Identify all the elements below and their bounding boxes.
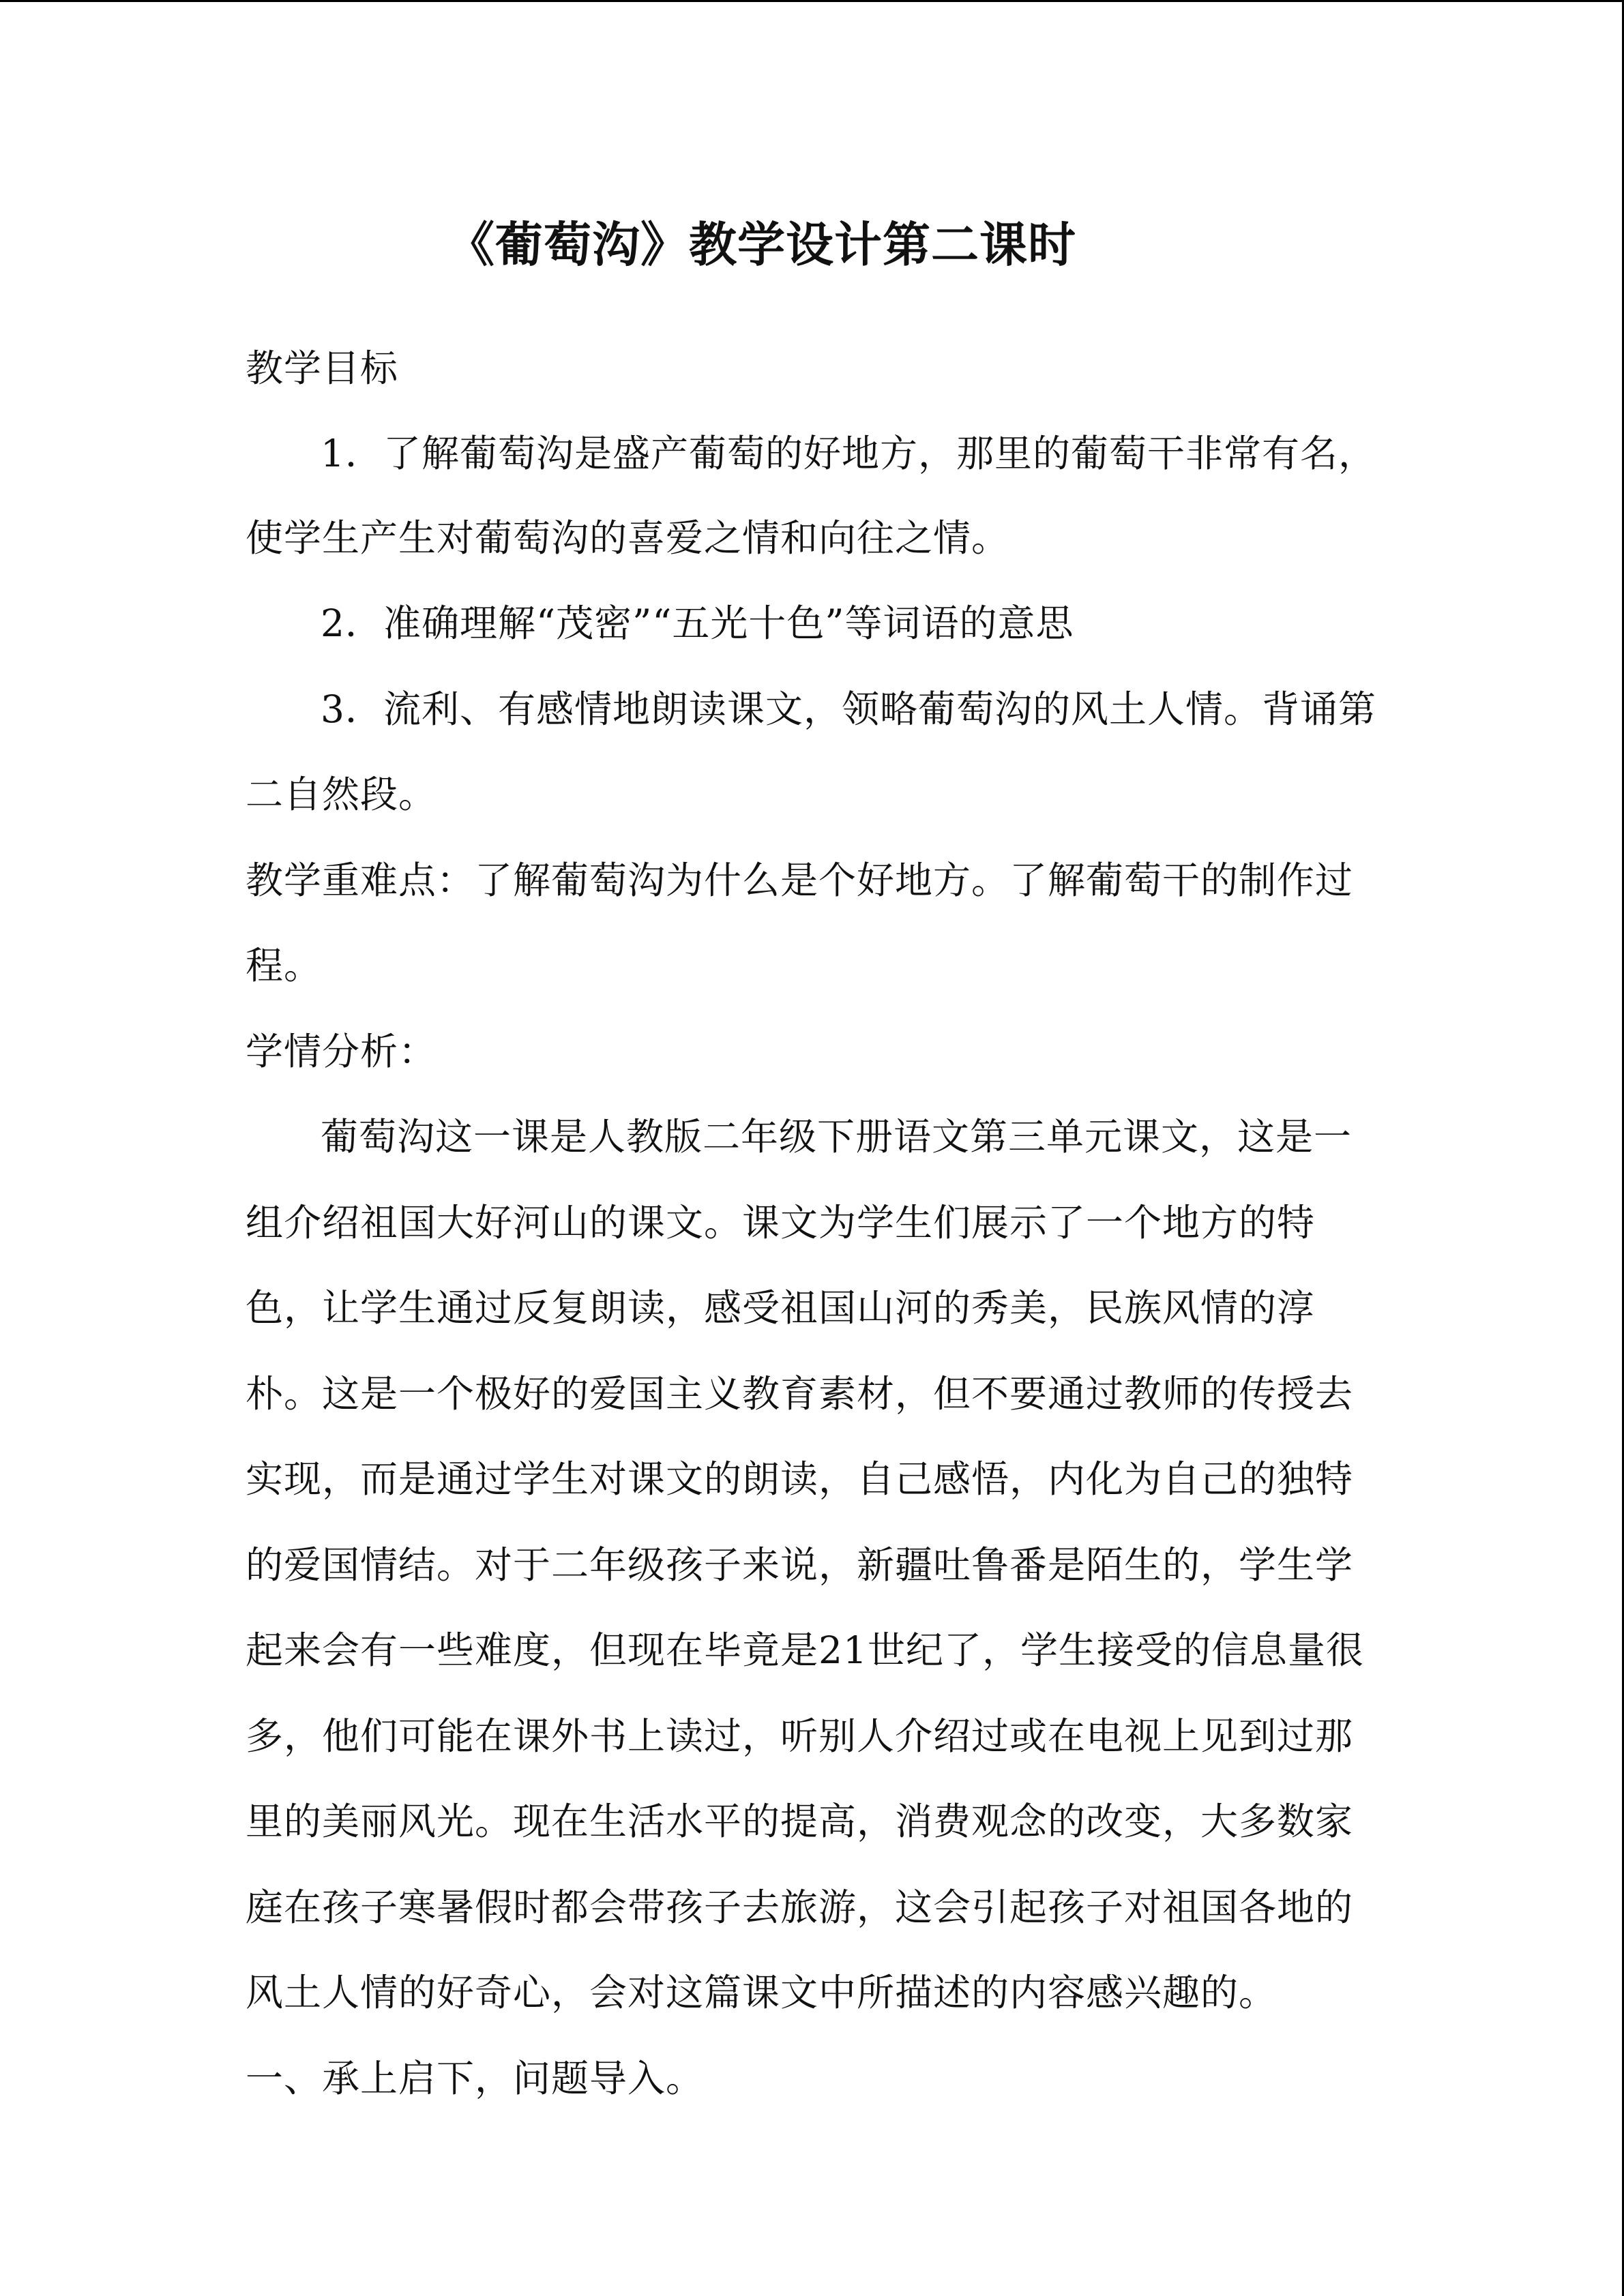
analysis-line-7: 起来会有一些难度，但现在毕竟是21世纪了，学生接受的信息量很	[246, 1628, 1364, 1672]
objective-2: 2．准确理解“茂密”“五光十色”等词语的意思	[321, 601, 1074, 645]
analysis-line-4: 朴。这是一个极好的爱国主义教育素材，但不要通过教师的传授去	[246, 1372, 1354, 1416]
heading-learning-analysis: 学情分析：	[246, 1030, 437, 1073]
analysis-line-9: 里的美丽风光。现在生活水平的提高，消费观念的改变，大多数家	[246, 1800, 1354, 1843]
analysis-line-10: 庭在孩子寒暑假时都会带孩子去旅游，这会引起孩子对祖国各地的	[246, 1885, 1354, 1929]
section-1-heading: 一、承上启下，问题导入。	[246, 2057, 705, 2100]
analysis-line-2: 组介绍祖国大好河山的课文。课文为学生们展示了一个地方的特	[246, 1201, 1316, 1244]
analysis-line-3: 色，让学生通过反复朗读，感受祖国山河的秀美，民族风情的淳	[246, 1286, 1316, 1330]
objective-1-line-2: 使学生产生对葡萄沟的喜爱之情和向往之情。	[246, 516, 1010, 560]
analysis-line-5: 实现，而是通过学生对课文的朗读，自己感悟，内化为自己的独特	[246, 1457, 1354, 1501]
analysis-line-8: 多，他们可能在课外书上读过，听别人介绍过或在电视上见到过那	[246, 1714, 1354, 1758]
objective-1-line-1: 1．了解葡萄沟是盛产葡萄的好地方，那里的葡萄干非常有名，	[321, 432, 1376, 475]
objective-3-line-2: 二自然段。	[246, 773, 437, 816]
analysis-line-6: 的爱国情结。对于二年级孩子来说，新疆吐鲁番是陌生的，学生学	[246, 1543, 1354, 1587]
objective-3-line-1: 3．流利、有感情地朗读课文，领略葡萄沟的风土人情。背诵第	[321, 687, 1376, 731]
key-points-line-1: 教学重难点：了解葡萄沟为什么是个好地方。了解葡萄干的制作过	[246, 859, 1354, 902]
heading-teaching-objectives: 教学目标	[246, 346, 399, 390]
analysis-line-11: 风土人情的好奇心，会对这篇课文中所描述的内容感兴趣的。	[246, 1971, 1278, 2014]
analysis-line-1: 葡萄沟这一课是人教版二年级下册语文第三单元课文，这是一	[321, 1115, 1353, 1159]
document-title: 《葡萄沟》教学设计第二课时	[447, 217, 1076, 273]
key-points-line-2: 程。	[246, 944, 323, 987]
